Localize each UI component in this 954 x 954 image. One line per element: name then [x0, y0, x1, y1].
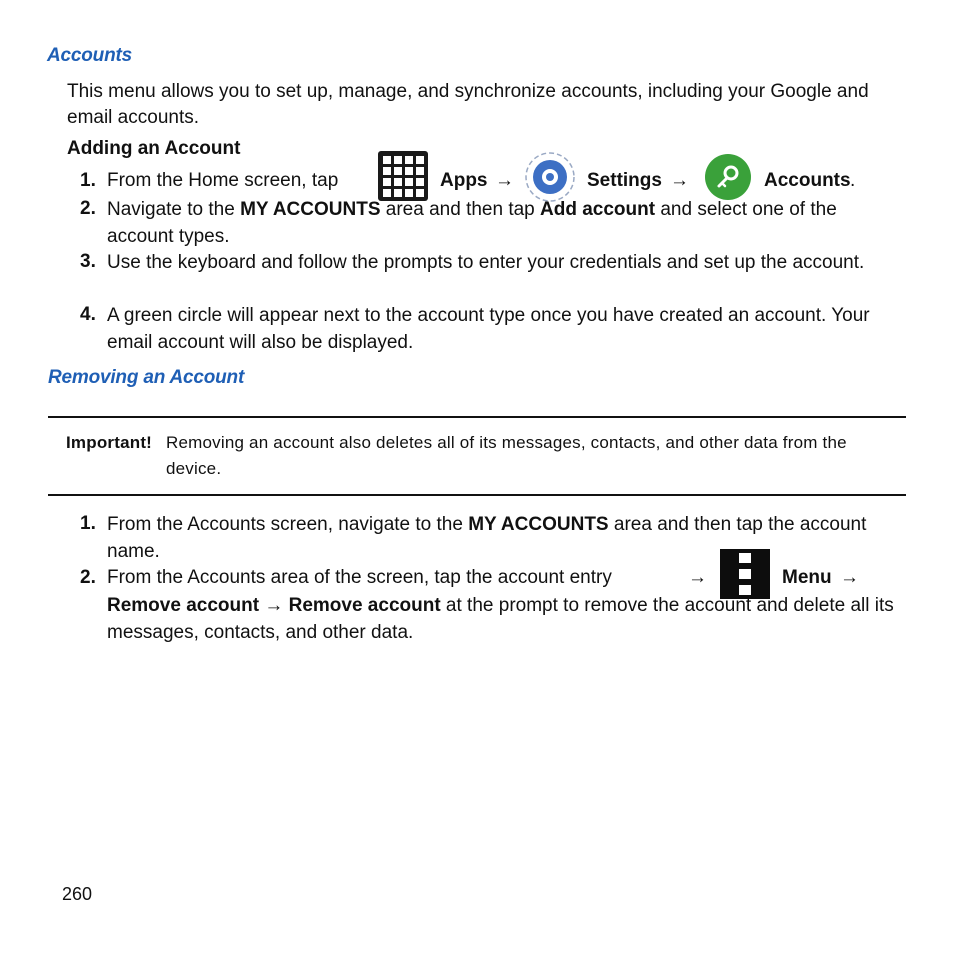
arrow: →: [688, 567, 707, 588]
step-text: Remove account → Remove account at the prompt to remove the account and delete all its messages, contacts, and other data.: [107, 595, 894, 643]
menu-label: Menu: [782, 567, 832, 588]
apps-grid-icon: [378, 151, 428, 201]
settings-label: Settings: [587, 170, 662, 191]
step-text: Navigate to the MY ACCOUNTS area and then tap Add account and select one of the account types.: [107, 199, 837, 247]
important-text: Removing an account also deletes all of its messages, contacts, and other data from the device.: [166, 433, 847, 478]
step-text: A green circle will appear next to the account type once you have created an account. Your email account will also be displayed.: [107, 305, 870, 353]
step-text: From the Accounts screen, navigate to the MY ACCOUNTS area and then tap the account name.: [107, 514, 867, 562]
intro-paragraph: This menu allows you to set up, manage, and synchronize accounts, including your Google and email accounts.: [67, 81, 869, 128]
divider: [48, 494, 906, 496]
step-text: From the Accounts area of the screen, tap the account entry: [107, 567, 612, 588]
period: .: [850, 170, 856, 191]
arrow: →: [670, 170, 689, 191]
step-number: 3.: [80, 251, 96, 272]
step-number: 2.: [80, 198, 96, 219]
important-label: Important!: [66, 433, 153, 452]
section-heading-accounts: Accounts: [47, 45, 132, 66]
subheading-adding-account: Adding an Account: [67, 138, 241, 159]
arrow: →: [495, 170, 514, 191]
accounts-label: Accounts: [764, 170, 851, 191]
accounts-key-icon: [704, 153, 752, 201]
step-number: 2.: [80, 567, 96, 588]
step-number: 4.: [80, 304, 96, 325]
step-text: From the Home screen, tap: [107, 170, 339, 191]
divider: [48, 416, 906, 418]
page-number: 260: [62, 884, 93, 904]
section-heading-removing-account: Removing an Account: [48, 367, 245, 388]
step-number: 1.: [80, 170, 96, 191]
step-text: Use the keyboard and follow the prompts to enter your credentials and set up the account.: [107, 252, 865, 273]
step-number: 1.: [80, 513, 96, 534]
arrow: →: [840, 567, 859, 588]
apps-label: Apps: [440, 170, 488, 191]
